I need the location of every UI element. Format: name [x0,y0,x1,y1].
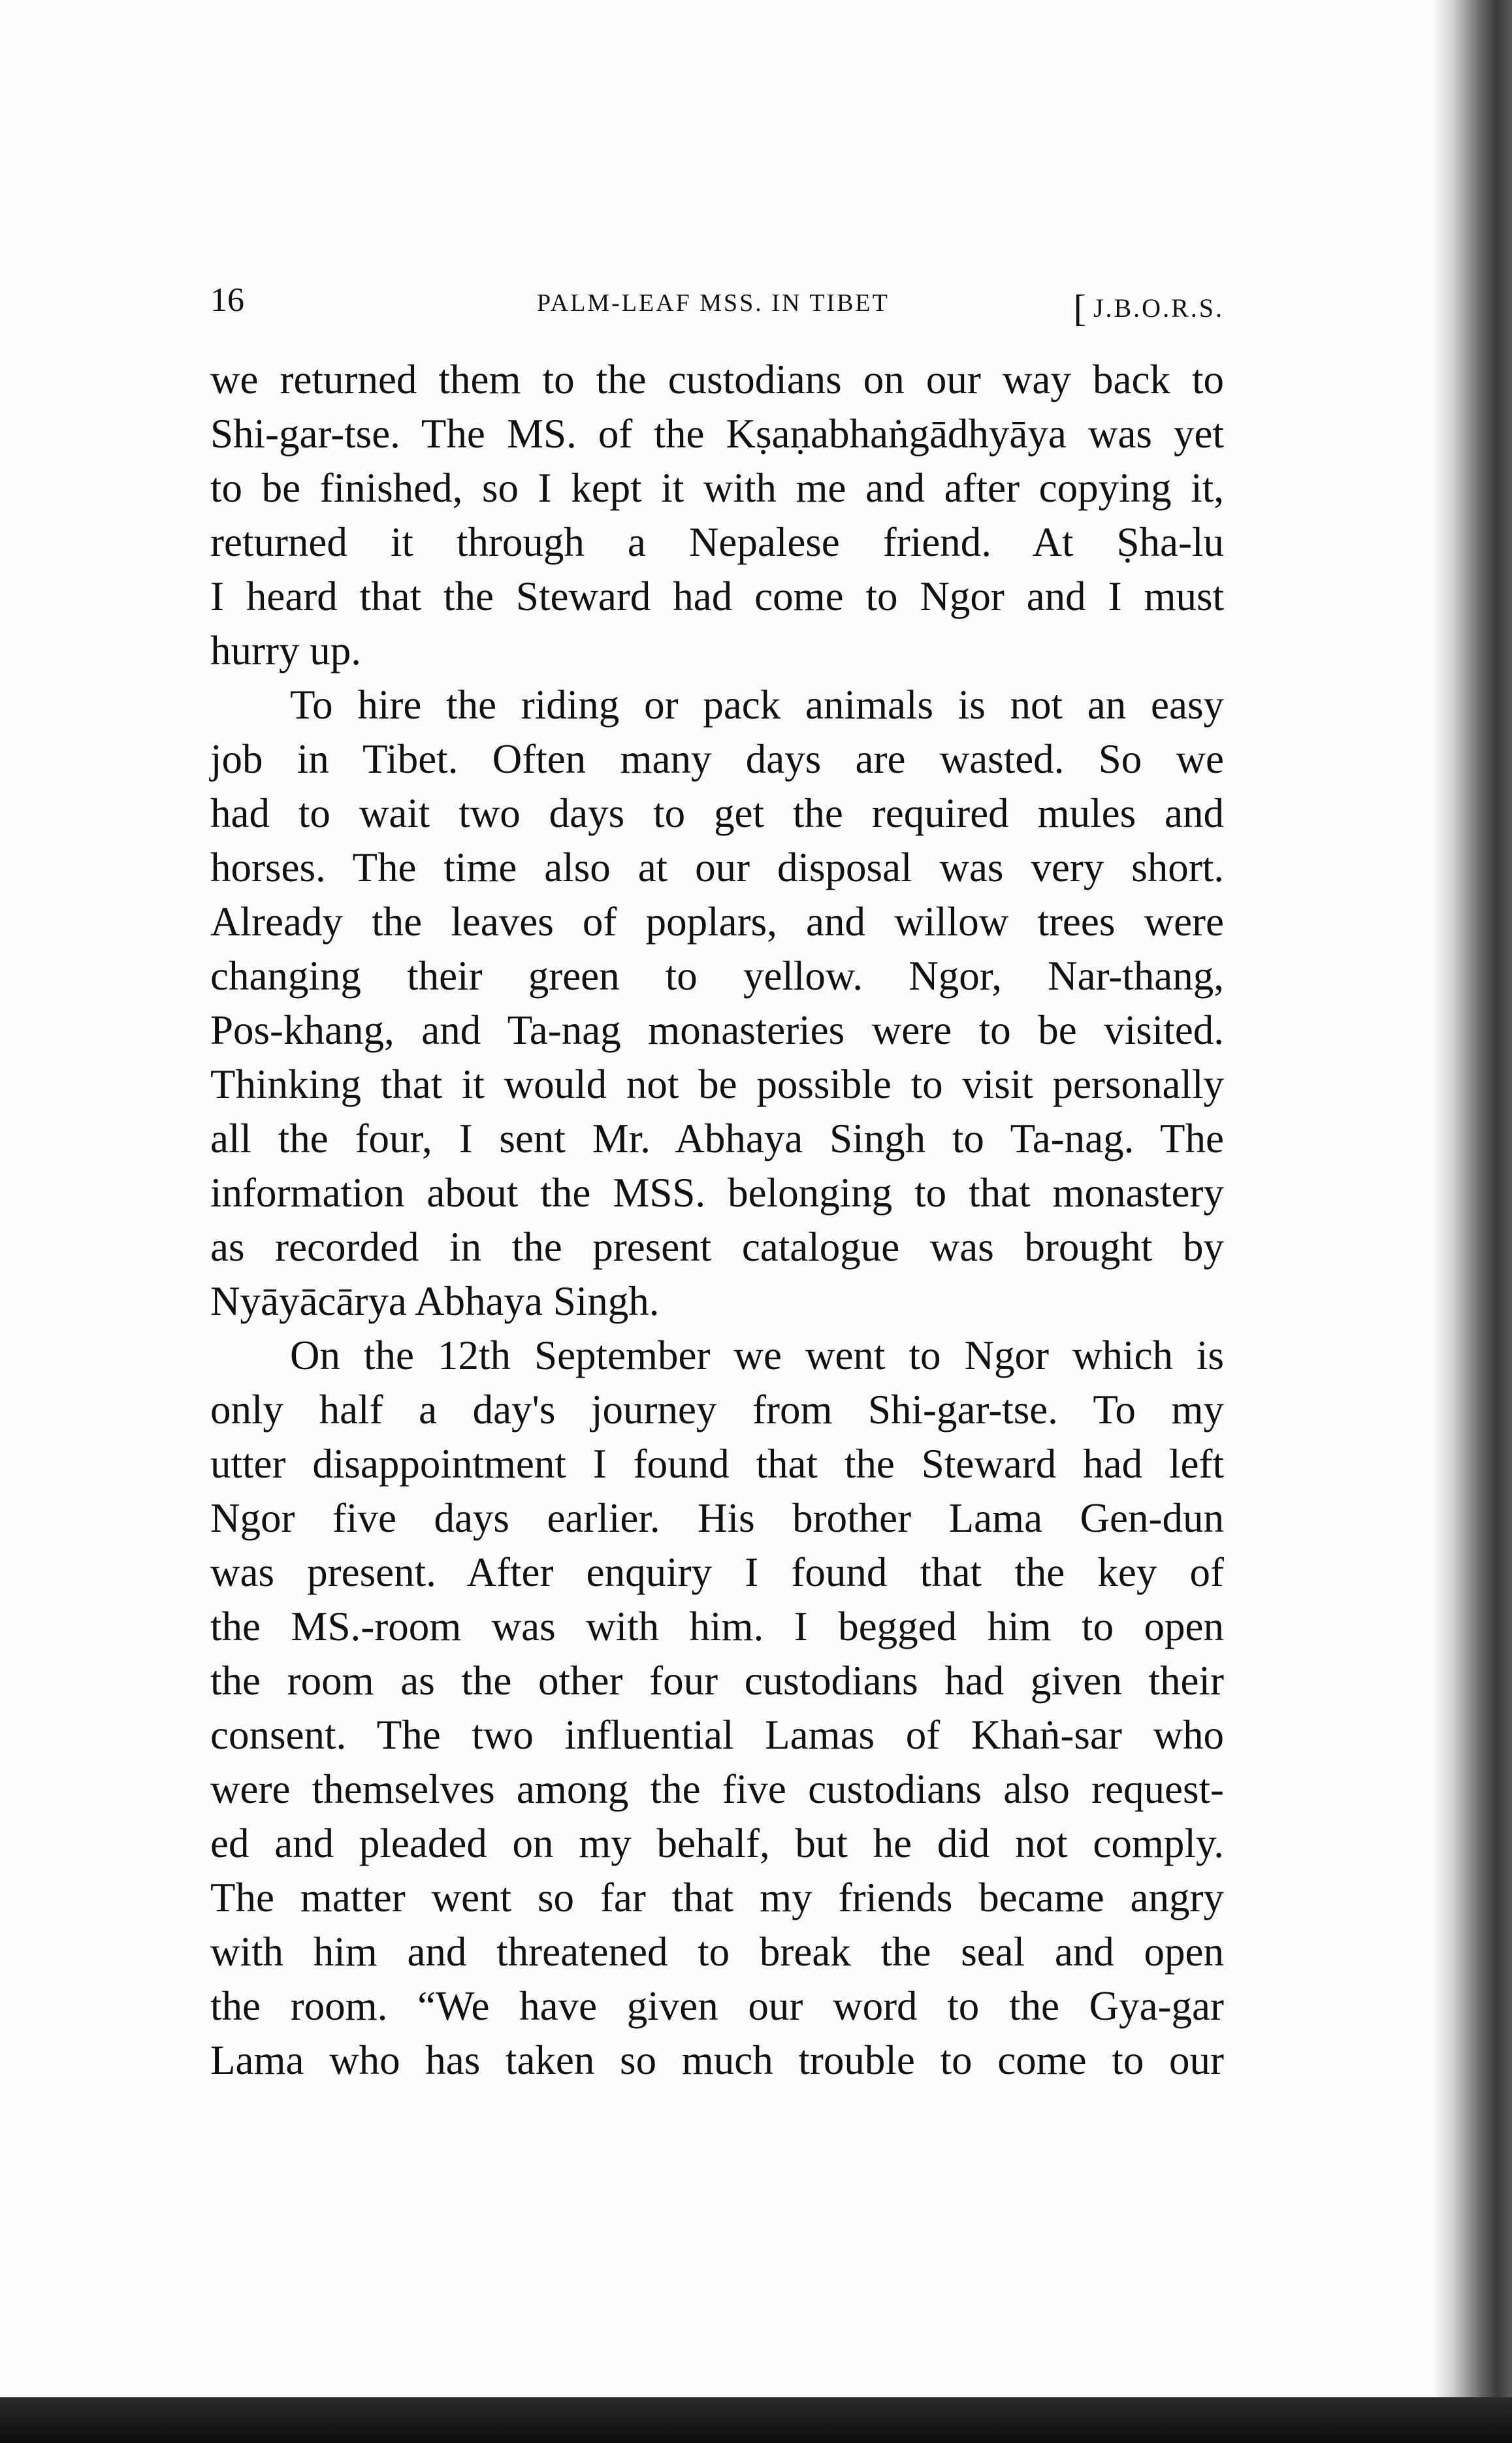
text-line: ed and pleaded on my behalf, but he did not comply. [210,1820,1224,1866]
text-line: the MS.-room was with him. I begged him to open [210,1604,1224,1649]
text-line: only half a day's journey from Shi-gar-tse. To my [210,1387,1224,1432]
text-line: The matter went so far that my friends became angry [210,1875,1224,1920]
text-line: Lama who has taken so much trouble to come to our [210,2037,1224,2083]
text-line: Pos-khang, and Ta-nag monasteries were to be visited. [210,1007,1224,1053]
running-header [210,281,1224,327]
text-line: Nyāyācārya Abhaya Singh. [210,1278,660,1324]
text-line: were themselves among the five custodians also request- [210,1766,1224,1812]
text-line: information about the MSS. belonging to that monastery [210,1170,1224,1216]
text-line: On the 12th September we went to Ngor which is [290,1333,1224,1378]
running-title: PALM-LEAF MSS. IN TIBET [537,289,890,317]
journal-abbreviation [1074,286,1224,330]
journal-bracket: [ [1073,287,1088,329]
text-line: hurry up. [210,628,361,673]
text-line: utter disappointment I found that the Steward had left [210,1441,1224,1487]
text-line: I heard that the Steward had come to Ngor and I must [210,574,1224,619]
bottom-edge-shadow [0,2397,1512,2443]
text-line: the room as the other four custodians had given their [210,1658,1224,1704]
text-line: the room. “We have given our word to the Gya-gar [210,1983,1224,2029]
text-line: with him and threatened to break the seal and open [210,1929,1224,1975]
page-edge-shadow [1434,0,1512,2443]
text-line: had to wait two days to get the required mules and [210,790,1224,836]
text-line: was present. After enquiry I found that the key of [210,1549,1224,1595]
text-line: job in Tibet. Often many days are wasted. So we [210,736,1224,782]
journal-name: J.B.O.R.S. [1093,293,1224,323]
text-line: To hire the riding or pack animals is not an easy [290,682,1224,728]
text-line: Ngor five days earlier. His brother Lama Gen-dun [210,1495,1224,1541]
text-line: Thinking that it would not be possible to visit personally [210,1061,1224,1107]
text-line: all the four, I sent Mr. Abhaya Singh to Ta-nag. The [210,1116,1224,1161]
text-line: as recorded in the present catalogue was brought by [210,1224,1224,1270]
text-line: Shi-gar-tse. The MS. of the Kṣaṇabhaṅgādhyāya was yet [210,411,1224,457]
body-text [210,353,1224,2088]
text-line: returned it through a Nepalese friend. At Ṣha-lu [210,519,1224,565]
text-line: to be finished, so I kept it with me and after copying it, [210,465,1224,511]
text-line: consent. The two influential Lamas of Khaṅ-sar who [210,1712,1224,1758]
text-line: horses. The time also at our disposal was very short. [210,845,1224,890]
text-line: we returned them to the custodians on our way back to [210,357,1224,402]
text-line: changing their green to yellow. Ngor, Nar-thang, [210,953,1224,999]
page-number: 16 [210,282,244,319]
text-line: Already the leaves of poplars, and willow trees were [210,899,1224,945]
